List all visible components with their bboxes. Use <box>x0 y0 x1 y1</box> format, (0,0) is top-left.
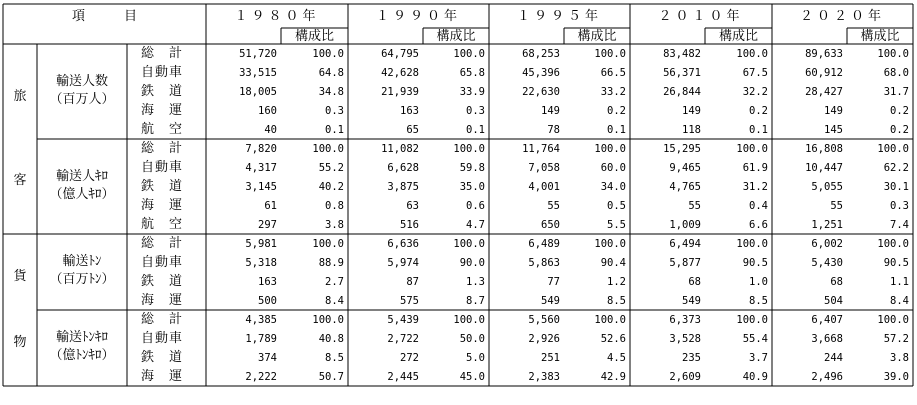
ratio-cell: 0.8 <box>325 200 344 212</box>
value-cell: 6,489 <box>528 238 560 250</box>
value-cell: 7,820 <box>245 143 277 155</box>
ratio-cell: 1.3 <box>466 276 485 288</box>
value-cell: 2,445 <box>387 371 419 383</box>
ratio-cell: 0.4 <box>749 200 768 212</box>
group-unit-label: （百万ﾄﾝ） <box>49 272 115 287</box>
value-cell: 55 <box>830 200 843 212</box>
category-label-char: 貨 <box>13 268 27 284</box>
value-cell: 45,396 <box>522 67 560 79</box>
ratio-cell: 6.6 <box>749 219 768 231</box>
value-cell: 5,439 <box>387 314 419 326</box>
ratio-cell: 3.7 <box>749 352 768 364</box>
column-header-year: ２０２０年 <box>799 9 885 24</box>
ratio-cell: 100.0 <box>594 314 626 326</box>
value-cell: 68 <box>830 276 843 288</box>
ratio-cell: 100.0 <box>312 48 344 60</box>
value-cell: 4,385 <box>245 314 277 326</box>
ratio-cell: 67.5 <box>742 67 768 79</box>
row-mode-label: 自動車 <box>141 255 184 270</box>
ratio-cell: 50.7 <box>318 371 344 383</box>
ratio-cell: 5.5 <box>607 219 626 231</box>
row-mode-label: 鉄 道 <box>141 274 184 289</box>
ratio-cell: 0.1 <box>749 124 768 136</box>
ratio-cell: 40.9 <box>742 371 768 383</box>
ratio-cell: 40.8 <box>318 333 344 345</box>
value-cell: 60,912 <box>805 67 843 79</box>
value-cell: 3,145 <box>245 181 277 193</box>
value-cell: 272 <box>400 352 419 364</box>
ratio-cell: 8.5 <box>325 352 344 364</box>
ratio-cell: 100.0 <box>594 143 626 155</box>
ratio-cell: 100.0 <box>877 48 909 60</box>
group-label: 輸送ﾄﾝ <box>62 254 102 269</box>
column-header-item: 項 目 <box>71 9 137 24</box>
value-cell: 1,009 <box>669 219 701 231</box>
value-cell: 51,720 <box>239 48 277 60</box>
ratio-cell: 8.5 <box>607 295 626 307</box>
value-cell: 160 <box>258 105 277 117</box>
column-header-year: １９９０年 <box>375 9 461 24</box>
column-header-ratio: 構成比 <box>860 29 900 44</box>
value-cell: 163 <box>400 105 419 117</box>
value-cell: 68 <box>688 276 701 288</box>
ratio-cell: 55.2 <box>318 162 344 174</box>
ratio-cell: 30.1 <box>883 181 909 193</box>
ratio-cell: 0.5 <box>607 200 626 212</box>
row-mode-label: 自動車 <box>141 160 184 175</box>
value-cell: 504 <box>824 295 843 307</box>
value-cell: 235 <box>682 352 701 364</box>
value-cell: 16,808 <box>805 143 843 155</box>
ratio-cell: 100.0 <box>736 143 768 155</box>
value-cell: 2,609 <box>669 371 701 383</box>
ratio-cell: 100.0 <box>877 314 909 326</box>
row-mode-label: 海 運 <box>141 198 184 213</box>
value-cell: 2,222 <box>245 371 277 383</box>
ratio-cell: 100.0 <box>312 238 344 250</box>
value-cell: 549 <box>541 295 560 307</box>
ratio-cell: 33.2 <box>600 86 626 98</box>
value-cell: 11,764 <box>522 143 560 155</box>
row-mode-label: 鉄 道 <box>141 350 184 365</box>
column-header-year: １９８０年 <box>234 9 320 24</box>
value-cell: 5,981 <box>245 238 277 250</box>
ratio-cell: 2.7 <box>325 276 344 288</box>
ratio-cell: 34.0 <box>600 181 626 193</box>
ratio-cell: 100.0 <box>312 314 344 326</box>
column-header-ratio: 構成比 <box>294 29 334 44</box>
ratio-cell: 90.5 <box>742 257 768 269</box>
value-cell: 4,001 <box>528 181 560 193</box>
ratio-cell: 100.0 <box>736 48 768 60</box>
ratio-cell: 8.4 <box>890 295 909 307</box>
ratio-cell: 61.9 <box>742 162 768 174</box>
row-mode-label: 鉄 道 <box>141 84 184 99</box>
value-cell: 7,058 <box>528 162 560 174</box>
ratio-cell: 1.0 <box>749 276 768 288</box>
value-cell: 516 <box>400 219 419 231</box>
value-cell: 251 <box>541 352 560 364</box>
value-cell: 21,939 <box>381 86 419 98</box>
row-mode-label: 総 計 <box>141 312 184 327</box>
ratio-cell: 100.0 <box>594 238 626 250</box>
value-cell: 18,005 <box>239 86 277 98</box>
group-label: 輸送ﾄﾝｷﾛ <box>55 330 108 345</box>
value-cell: 549 <box>682 295 701 307</box>
ratio-cell: 62.2 <box>883 162 909 174</box>
value-cell: 2,496 <box>811 371 843 383</box>
value-cell: 374 <box>258 352 277 364</box>
ratio-cell: 4.5 <box>607 352 626 364</box>
group-unit-label: （億ﾄﾝｷﾛ） <box>49 348 115 363</box>
value-cell: 1,789 <box>245 333 277 345</box>
group-label: 輸送人数 <box>55 73 108 89</box>
value-cell: 6,373 <box>669 314 701 326</box>
value-cell: 83,482 <box>663 48 701 60</box>
value-cell: 61 <box>264 200 277 212</box>
row-mode-label: 海 運 <box>141 293 184 308</box>
value-cell: 5,430 <box>811 257 843 269</box>
value-cell: 63 <box>406 200 419 212</box>
row-mode-label: 航 空 <box>141 122 184 137</box>
ratio-cell: 0.3 <box>466 105 485 117</box>
ratio-cell: 0.6 <box>466 200 485 212</box>
column-header-year: ２０１０年 <box>658 9 744 24</box>
ratio-cell: 88.9 <box>318 257 344 269</box>
ratio-cell: 0.2 <box>890 124 909 136</box>
value-cell: 6,636 <box>387 238 419 250</box>
value-cell: 15,295 <box>663 143 701 155</box>
value-cell: 145 <box>824 124 843 136</box>
ratio-cell: 31.7 <box>883 86 909 98</box>
value-cell: 65 <box>406 124 419 136</box>
value-cell: 2,926 <box>528 333 560 345</box>
ratio-cell: 68.0 <box>883 67 909 79</box>
value-cell: 55 <box>688 200 701 212</box>
ratio-cell: 100.0 <box>312 143 344 155</box>
ratio-cell: 55.4 <box>742 333 768 345</box>
value-cell: 5,974 <box>387 257 419 269</box>
ratio-cell: 100.0 <box>877 238 909 250</box>
value-cell: 55 <box>547 200 560 212</box>
value-cell: 78 <box>547 124 560 136</box>
value-cell: 9,465 <box>669 162 701 174</box>
ratio-cell: 100.0 <box>594 48 626 60</box>
ratio-cell: 31.2 <box>742 181 768 193</box>
ratio-cell: 4.7 <box>466 219 485 231</box>
category-label-char: 客 <box>13 172 27 188</box>
group-unit-label: （百万人） <box>49 91 115 107</box>
value-cell: 1,251 <box>811 219 843 231</box>
ratio-cell: 0.2 <box>890 105 909 117</box>
value-cell: 11,082 <box>381 143 419 155</box>
value-cell: 3,528 <box>669 333 701 345</box>
column-header-year: １９９５年 <box>516 9 602 24</box>
ratio-cell: 8.5 <box>749 295 768 307</box>
value-cell: 4,317 <box>245 162 277 174</box>
value-cell: 56,371 <box>663 67 701 79</box>
ratio-cell: 65.8 <box>459 67 485 79</box>
ratio-cell: 57.2 <box>883 333 909 345</box>
group-label: 輸送人ｷﾛ <box>55 168 108 184</box>
value-cell: 6,407 <box>811 314 843 326</box>
category-label-char: 物 <box>13 335 27 351</box>
value-cell: 5,877 <box>669 257 701 269</box>
value-cell: 3,668 <box>811 333 843 345</box>
ratio-cell: 0.3 <box>325 105 344 117</box>
value-cell: 28,427 <box>805 86 843 98</box>
ratio-cell: 1.1 <box>890 276 909 288</box>
ratio-cell: 100.0 <box>453 238 485 250</box>
ratio-cell: 64.8 <box>318 67 344 79</box>
value-cell: 163 <box>258 276 277 288</box>
row-mode-label: 海 運 <box>141 369 184 384</box>
ratio-cell: 42.9 <box>600 371 626 383</box>
value-cell: 500 <box>258 295 277 307</box>
value-cell: 77 <box>547 276 560 288</box>
ratio-cell: 100.0 <box>453 48 485 60</box>
value-cell: 149 <box>541 105 560 117</box>
ratio-cell: 0.1 <box>325 124 344 136</box>
ratio-cell: 33.9 <box>459 86 485 98</box>
value-cell: 4,765 <box>669 181 701 193</box>
value-cell: 5,055 <box>811 181 843 193</box>
ratio-cell: 35.0 <box>459 181 485 193</box>
ratio-cell: 39.0 <box>883 371 909 383</box>
value-cell: 89,633 <box>805 48 843 60</box>
value-cell: 33,515 <box>239 67 277 79</box>
ratio-cell: 0.2 <box>749 105 768 117</box>
value-cell: 297 <box>258 219 277 231</box>
ratio-cell: 45.0 <box>459 371 485 383</box>
value-cell: 40 <box>264 124 277 136</box>
value-cell: 26,844 <box>663 86 701 98</box>
value-cell: 22,630 <box>522 86 560 98</box>
ratio-cell: 8.4 <box>325 295 344 307</box>
ratio-cell: 3.8 <box>325 219 344 231</box>
row-mode-label: 航 空 <box>141 217 184 232</box>
ratio-cell: 52.6 <box>600 333 626 345</box>
ratio-cell: 8.7 <box>466 295 485 307</box>
value-cell: 149 <box>682 105 701 117</box>
value-cell: 68,253 <box>522 48 560 60</box>
row-mode-label: 総 計 <box>141 236 184 251</box>
ratio-cell: 90.5 <box>883 257 909 269</box>
value-cell: 10,447 <box>805 162 843 174</box>
row-mode-label: 自動車 <box>141 331 184 346</box>
value-cell: 64,795 <box>381 48 419 60</box>
row-mode-label: 鉄 道 <box>141 179 184 194</box>
column-header-ratio: 構成比 <box>718 29 758 44</box>
ratio-cell: 59.8 <box>459 162 485 174</box>
row-mode-label: 自動車 <box>141 65 184 80</box>
ratio-cell: 50.0 <box>459 333 485 345</box>
column-header-ratio: 構成比 <box>436 29 476 44</box>
row-mode-label: 海 運 <box>141 103 184 118</box>
value-cell: 5,863 <box>528 257 560 269</box>
ratio-cell: 100.0 <box>877 143 909 155</box>
value-cell: 149 <box>824 105 843 117</box>
ratio-cell: 100.0 <box>736 314 768 326</box>
column-header-ratio: 構成比 <box>577 29 617 44</box>
ratio-cell: 90.0 <box>459 257 485 269</box>
category-label-char: 旅 <box>13 89 27 105</box>
value-cell: 118 <box>682 124 701 136</box>
ratio-cell: 66.5 <box>600 67 626 79</box>
value-cell: 42,628 <box>381 67 419 79</box>
value-cell: 575 <box>400 295 419 307</box>
ratio-cell: 100.0 <box>453 143 485 155</box>
row-mode-label: 総 計 <box>141 46 184 61</box>
ratio-cell: 100.0 <box>736 238 768 250</box>
ratio-cell: 5.0 <box>466 352 485 364</box>
ratio-cell: 7.4 <box>890 219 909 231</box>
value-cell: 244 <box>824 352 843 364</box>
ratio-cell: 90.4 <box>600 257 626 269</box>
value-cell: 2,722 <box>387 333 419 345</box>
value-cell: 2,383 <box>528 371 560 383</box>
value-cell: 6,628 <box>387 162 419 174</box>
group-unit-label: （億人ｷﾛ） <box>49 186 115 202</box>
ratio-cell: 60.0 <box>600 162 626 174</box>
ratio-cell: 0.2 <box>607 105 626 117</box>
value-cell: 3,875 <box>387 181 419 193</box>
ratio-cell: 1.2 <box>607 276 626 288</box>
row-mode-label: 総 計 <box>141 141 184 156</box>
value-cell: 87 <box>406 276 419 288</box>
value-cell: 650 <box>541 219 560 231</box>
ratio-cell: 34.8 <box>318 86 344 98</box>
ratio-cell: 3.8 <box>890 352 909 364</box>
ratio-cell: 40.2 <box>318 181 344 193</box>
value-cell: 5,318 <box>245 257 277 269</box>
ratio-cell: 100.0 <box>453 314 485 326</box>
value-cell: 6,494 <box>669 238 701 250</box>
ratio-cell: 32.2 <box>742 86 768 98</box>
ratio-cell: 0.1 <box>607 124 626 136</box>
ratio-cell: 0.3 <box>890 200 909 212</box>
value-cell: 6,002 <box>811 238 843 250</box>
ratio-cell: 0.1 <box>466 124 485 136</box>
value-cell: 5,560 <box>528 314 560 326</box>
